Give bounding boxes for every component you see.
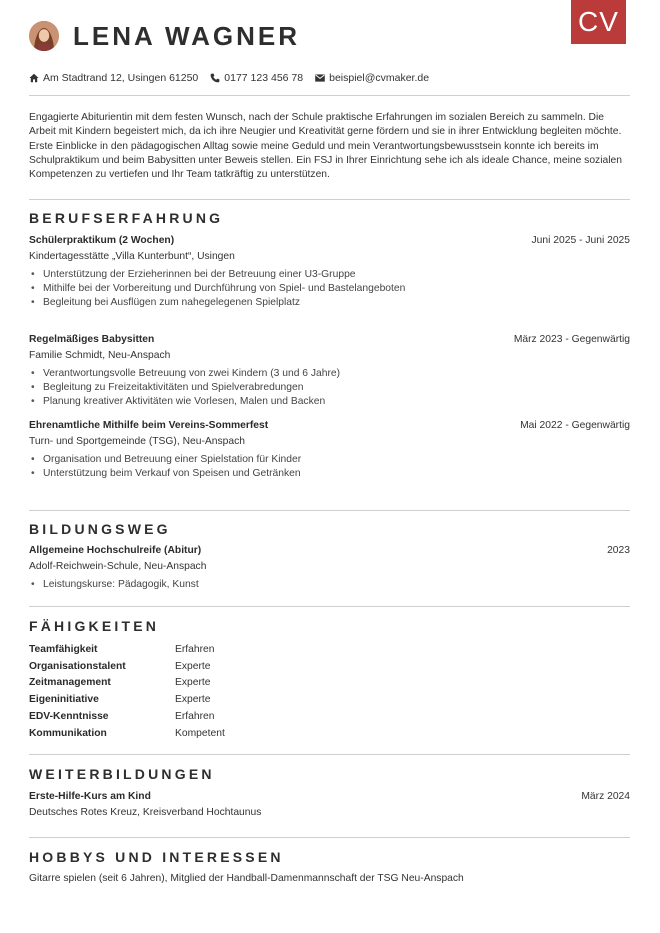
education-entry [29, 544, 630, 592]
entry-date: Juni 2025 - Juni 2025 [531, 235, 630, 246]
skill-level: Experte [175, 694, 211, 706]
entry-organization: Turn- und Sportgemeinde (TSG), Neu-Anspach [29, 436, 245, 447]
skill-level: Erfahren [175, 643, 215, 655]
skill-row [29, 641, 225, 658]
bullet-item: • Begleitung bei Ausflügen zum nahegelegenen Spielplatz [29, 296, 630, 310]
skill-name: EDV-Kenntnisse [29, 711, 109, 723]
skill-name: Kommunikation [29, 727, 107, 739]
contact-phone[interactable] [210, 72, 303, 84]
divider [29, 754, 630, 755]
cv-badge: CV [571, 0, 626, 44]
bullet-item: • Planung kreativer Aktivitäten wie Vorlesen, Malen und Backen [29, 395, 630, 409]
entry-title: Regelmäßiges Babysitten [29, 334, 155, 345]
entry-bullets [29, 578, 630, 592]
bullet-item: • Unterstützung beim Verkauf von Speisen und Getränken [29, 467, 630, 481]
entry-title: Allgemeine Hochschulreife (Abitur) [29, 545, 202, 556]
contact-address [29, 72, 198, 84]
entry-date: 2023 [607, 545, 630, 556]
bullet-item: • Verantwortungsvolle Betreuung von zwei Kindern (3 und 6 Jahre) [29, 367, 630, 381]
skill-name: Teamfähigkeit [29, 643, 98, 655]
entry-date: März 2023 - Gegenwärtig [513, 334, 630, 345]
envelope-icon [315, 74, 325, 82]
skill-row [29, 708, 225, 725]
section-title-skills: FÄHIGKEITEN [29, 618, 160, 634]
profile-summary: Engagierte Abiturientin mit dem festen Wunsch, nach der Schule praktische Erfahrungen im sozialen Bereich zu sammeln. Die Arbeit mit Kindern begeistert mich, da ich ihre Neugier und Kreativität gerne fördern und sie in ihrer Entwicklung begleiten möchte. Erste Einblicke in den pädagogischen Alltag sowie meine Geduld und mein Verantwortungsbewusstsein konnte ich bereits im Schulpraktikum und beim Babysitten unter Beweis stellen. Ein FSJ in Ihrer Einrichtung sehe ich als ideale Chance, meine sozialen Kompetenzen zu vertiefen und Ihr Team tatkräftig zu unterstützen. [29, 112, 622, 181]
address-text: Am Stadtrand 12, Usingen 61250 [43, 72, 199, 84]
skill-row [29, 658, 225, 675]
skill-name: Eigeninitiative [29, 694, 99, 706]
home-icon [29, 73, 39, 83]
email-text: beispiel@cvmaker.de [329, 72, 430, 84]
skill-level: Erfahren [175, 711, 215, 723]
bullet-item: • Begleitung zu Freizeitaktivitäten und Spielverabredungen [29, 381, 630, 395]
entry-date: März 2024 [581, 791, 630, 802]
divider [29, 606, 630, 607]
training-entry [29, 790, 630, 820]
entry-bullets [29, 453, 630, 481]
hobbies-text: Gitarre spielen (seit 6 Jahren), Mitglied der Handball-Damenmannschaft der TSG Neu-Anspach [29, 873, 464, 884]
entry-organization: Adolf-Reichwein-Schule, Neu-Anspach [29, 561, 207, 572]
experience-entry [29, 333, 630, 410]
avatar [29, 21, 59, 51]
phone-icon [210, 73, 220, 83]
skill-row [29, 675, 225, 692]
divider [29, 95, 630, 96]
contact-bar [29, 72, 441, 84]
divider [29, 510, 630, 511]
entry-bullets [29, 268, 630, 311]
phone-text: 0177 123 456 78 [224, 72, 304, 84]
skill-level: Experte [175, 660, 211, 672]
section-title-education: BILDUNGSWEG [29, 521, 171, 537]
entry-title: Ehrenamtliche Mithilfe beim Vereins-Sommerfest [29, 420, 269, 431]
contact-email[interactable] [315, 72, 429, 84]
section-title-training: WEITERBILDUNGEN [29, 766, 215, 782]
entry-organization: Deutsches Rotes Kreuz, Kreisverband Hochtaunus [29, 807, 262, 818]
section-title-experience: BERUFSERFAHRUNG [29, 210, 224, 226]
skills-table [29, 641, 225, 742]
divider [29, 199, 630, 200]
divider [29, 837, 630, 838]
entry-title: Schülerpraktikum (2 Wochen) [29, 235, 175, 246]
skill-row [29, 691, 225, 708]
entry-date: Mai 2022 - Gegenwärtig [520, 420, 630, 431]
entry-organization: Familie Schmidt, Neu-Anspach [29, 350, 171, 361]
skill-name: Zeitmanagement [29, 677, 111, 689]
skill-name: Organisationstalent [29, 660, 126, 672]
candidate-name: LENA WAGNER [73, 21, 301, 51]
entry-bullets [29, 367, 630, 410]
entry-title: Erste-Hilfe-Kurs am Kind [29, 791, 151, 802]
skill-level: Kompetent [175, 727, 225, 739]
experience-entry [29, 419, 630, 481]
experience-entry [29, 234, 630, 311]
bullet-item: • Mithilfe bei der Vorbereitung und Durchführung von Spiel- und Bastelangeboten [29, 282, 630, 296]
section-title-hobbies: HOBBYS UND INTERESSEN [29, 849, 284, 865]
skill-row [29, 725, 225, 742]
bullet-item: • Organisation und Betreuung einer Spielstation für Kinder [29, 453, 630, 467]
bullet-item: • Unterstützung der Erzieherinnen bei der Betreuung einer U3-Gruppe [29, 268, 630, 282]
bullet-item: • Leistungskurse: Pädagogik, Kunst [29, 578, 630, 592]
skill-level: Experte [175, 677, 211, 689]
entry-organization: Kindertagesstätte „Villa Kunterbunt“, Usingen [29, 251, 235, 262]
